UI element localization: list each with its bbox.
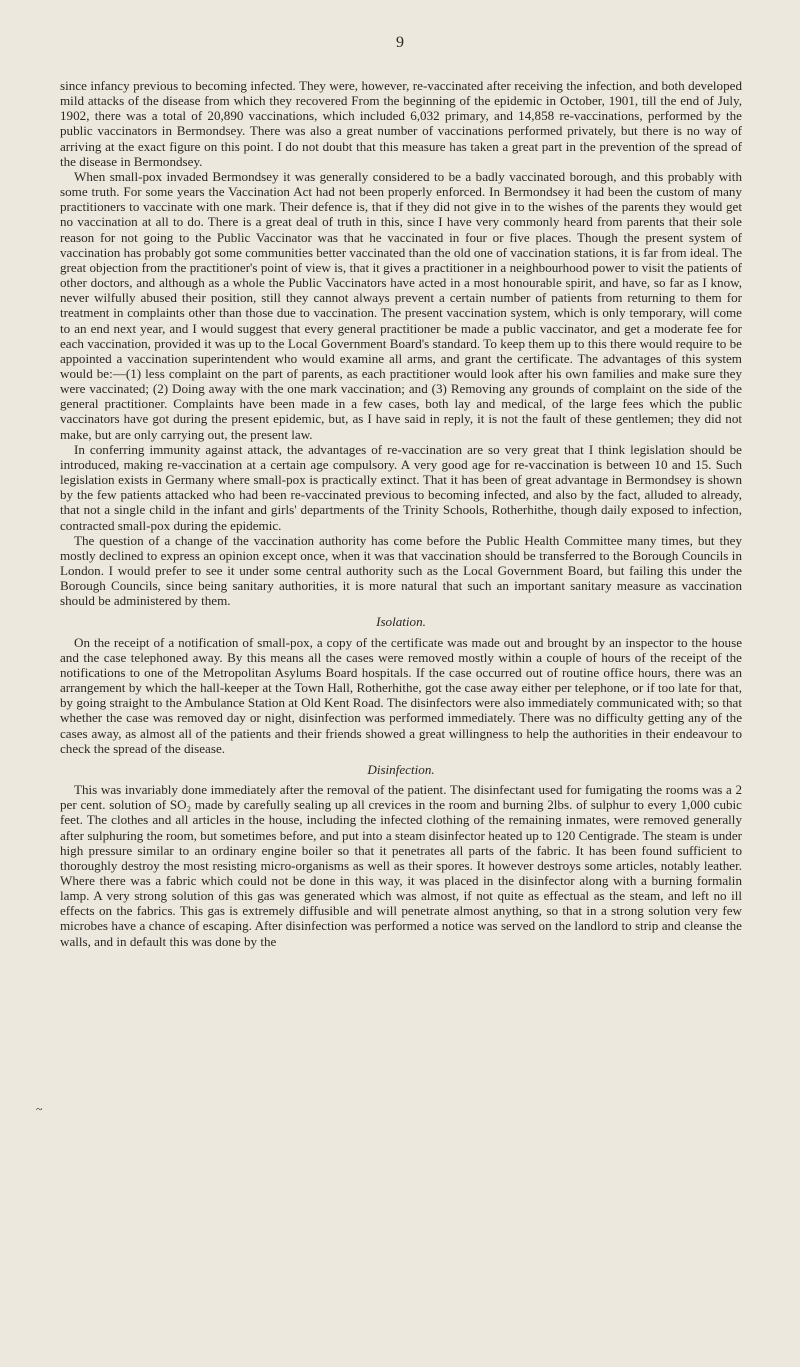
section-heading-disinfection: Disinfection. (367, 761, 435, 777)
margin-mark: ~ (36, 1102, 43, 1116)
body-text (60, 78, 742, 949)
paragraph: since infancy previous to becoming infected. They were, however, re-vaccinated after receiving the infection, and both developed mild attacks of the disease from which they recovered From the beginning of the epidemic in October, 1901, till the end of July, 1902, there was a total of 20,890 vaccinations, which included 6,032 primary, and 14,858 re-vaccinations, performed by the public vaccinators in Bermondsey. There was also a great number of vaccinations performed privately, but there is no way of arriving at the exact figure on this point. I do not doubt that this measure has taken a great part in the prevention of the spread of the disease in Bermondsey. (60, 78, 742, 169)
paragraph: On the receipt of a notification of small-pox, a copy of the certificate was made out and brought by an inspector to the house and the case telephoned away. By this means all the cases were removed mostly within a couple of hours of the receipt of the notifications to one of the Metropolitan Asylums Board hospitals. If the case occurred out of routine office hours, there was an arrangement by which the hall-keeper at the Town Hall, Rotherhithe, got the case away either per telephone, or if too late for that, by going straight to the Ambulance Station at Old Kent Road. The disinfectors were also immediately communicated with; so that whether the case was removed day or night, disinfection was performed immediately. There was no difficulty getting any of the cases away, as almost all of the patients and their friends showed a great willingness to help the authorities in their endeavour to check the spread of the disease. (60, 634, 742, 756)
page-number: 9 (396, 34, 404, 51)
paragraph: This was invariably done immediately after the removal of the patient. The disinfectant used for fumigating the rooms was a 2 per cent. solution of SO₂ made by carefully sealing up all crevices in the room and burning 2lbs. of sulphur to every 1,000 cubic feet. The clothes and all articles in the house, including the infected clothing of the remaining inmates, were removed generally after sulphuring the room, but sometimes before, and put into a steam disinfector heated up to 120 Centigrade. The steam is under high pressure similar to an ordinary engine boiler so that it penetrates all parts of the fabric. It has been found sufficient to thoroughly destroy the most resisting micro-organisms as well as their spores. It however destroys some articles, notably leather. Where there was a fabric which could not be done in this way, it was placed in the disinfector along with a burning formalin lamp. A very strong solution of this gas was generated which was almost, if not quite as effectual as the steam, and left no ill effects on the fabrics. This gas is extremely diffusible and will penetrate almost anything, so that in a strong solution very few microbes have a chance of escaping. After disinfection was performed a notice was served on the landlord to strip and cleanse the walls, and in default this was done by the (60, 782, 742, 949)
section-heading-isolation: Isolation. (376, 614, 426, 630)
paragraph: In conferring immunity against attack, the advantages of re-vaccination are so very great that I think legislation should be introduced, making re-vaccination at a certain age compulsory. A very good age for re-vaccination is between 10 and 15. Such legislation exists in Germany where small-pox is practically extinct. That it has been of great advantage in Bermondsey is shown by the few patients attacked who had been re-vaccinated previous to becoming infected, and also by the fact, alluded to already, that not a single child in the infant and girls' departments of the Trinity Schools, Rotherhithe, though daily exposed to infection, contracted small-pox during the epidemic. (60, 441, 742, 533)
paragraph: When small-pox invaded Bermondsey it was generally considered to be a badly vaccinated borough, and this probably with some truth. For some years the Vaccination Act had not been properly enforced. In Bermondsey it had been the custom of many practitioners to vaccinate with one mark. Their defence is, that if they did not give in to the wishes of the parents they would get no vaccination at all to do. There is a great deal of truth in this, since I have very commonly heard from parents that their sole reason for not going to the Public Vaccinator was that he vaccinated in four or five places. Though the present system of vaccination has probably got some communities better vaccinated than the old one of vaccination stations, it is far from ideal. The great objection from the practitioner's point of view is, that it gives a practitioner in a neighbourhood power to visit the patients of other doctors, and although as a whole the Public Vaccinators have acted in a most honourable spirit, and have, so far as I know, never wilfully abused their position, still they cannot always prevent a certain number of patients from returning to them for treatment in complaints other than those due to vaccination. The present vaccination system, which is only temporary, will come to an end next year, and I would suggest that every general practitioner be made a public vaccinator, and get a moderate fee for each vaccination, provided it was up to the Local Government Board's standard. To keep them up to this there would require to be appointed a vaccination superintendent who would examine all arms, and grant the certificate. The advantages of this system would be:—(1) less complaint on the part of parents, as each practitioner would look after his own families and make sure they were vaccinated; (2) Doing away with the one mark vaccination; and (3) Removing any grounds of complaint on the side of the general practitioner. Complaints have been made in a few cases, both lay and medical, of the large fees which the public vaccinators have got during the present epidemic, but, as I have said in reply, it is not the fault of these gentlemen; they did not make, but are only carrying out, the present law. (60, 168, 742, 442)
paragraph: The question of a change of the vaccination authority has come before the Public Health Committee many times, but they mostly declined to express an opinion except once, when it was that vaccination should be transferred to the Borough Councils in London. I would prefer to see it under some central authority such as the Local Government Board, but failing this under the Borough Councils, since being sanitary authorities, it is more natural that such an important sanitary measure as vaccination should be administered by them. (60, 532, 742, 609)
